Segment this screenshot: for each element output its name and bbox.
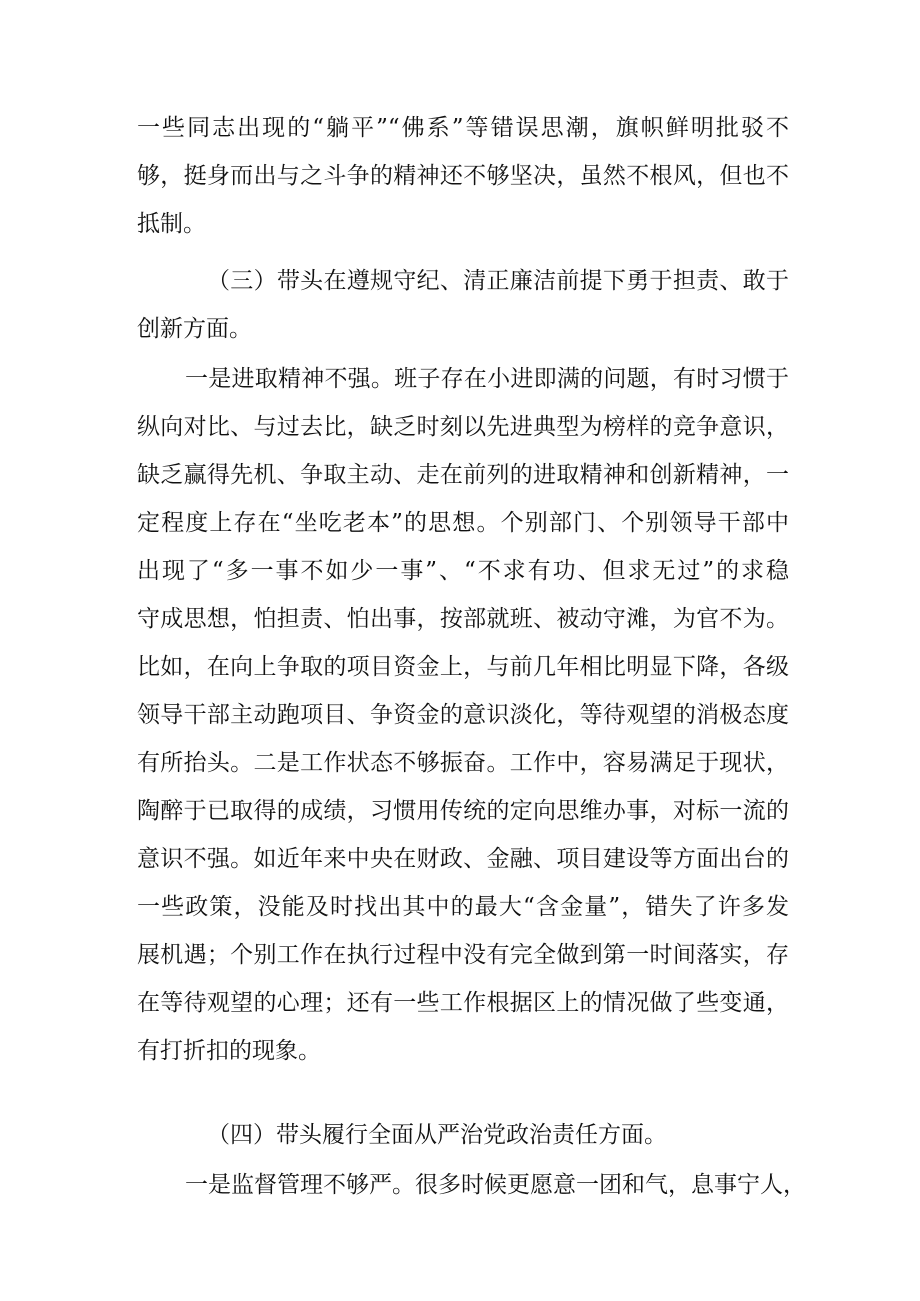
text-line: 守成思想，怕担责、怕出事，按部就班、被动守滩，为官不为。 bbox=[137, 606, 789, 632]
text-line: 一些政策，没能及时找出其中的最大“含金量”，错失了许多发 bbox=[137, 894, 789, 920]
text-line: 抵制。 bbox=[137, 211, 206, 237]
text-line: 领导干部主动跑项目、争资金的意识淡化，等待观望的消极态度 bbox=[137, 702, 789, 728]
text-line: 有打折扣的现象。 bbox=[137, 1038, 321, 1064]
text-line: 一是进取精神不强。班子存在小进即满的问题，有时习惯于 bbox=[185, 366, 789, 392]
text-line: 够，挺身而出与之斗争的精神还不够坚决，虽然不根风，但也不 bbox=[137, 163, 789, 189]
section-heading-4 bbox=[137, 1111, 789, 1159]
section-heading-3 bbox=[137, 257, 789, 353]
paragraph-section-3 bbox=[137, 355, 789, 1075]
text-line: 意识不强。如近年来中央在财政、金融、项目建设等方面出台的 bbox=[137, 846, 789, 872]
heading-line: （四）带头履行全面从严治党政治责任方面。 bbox=[207, 1122, 667, 1148]
text-line: 缺乏赢得先机、争取主动、走在前列的进取精神和创新精神，一 bbox=[137, 462, 789, 488]
text-line: 有所抬头。二是工作状态不够振奋。工作中，容易满足于现状， bbox=[137, 750, 789, 776]
text-line: 陶醉于已取得的成绩，习惯用传统的定向思维办事，对标一流的 bbox=[137, 798, 789, 824]
text-line: 一些同志出现的“躺平”“佛系”等错误思潮，旗帜鲜明批驳不 bbox=[137, 115, 789, 141]
heading-line: 创新方面。 bbox=[137, 316, 252, 342]
text-line: 定程度上存在“坐吃老本”的思想。个别部门、个别领导干部中 bbox=[137, 510, 789, 536]
text-line: 出现了“多一事不如少一事”、“不求有功、但求无过”的求稳 bbox=[137, 558, 789, 584]
heading-line: （三）带头在遵规守纪、清正廉洁前提下勇于担责、敢于 bbox=[207, 268, 789, 294]
text-line: 比如，在向上争取的项目资金上，与前几年相比明显下降，各级 bbox=[137, 654, 789, 680]
text-line: 在等待观望的心理；还有一些工作根据区上的情况做了些变通， bbox=[137, 990, 789, 1016]
text-line: 纵向对比、与过去比，缺乏时刻以先进典型为榜样的竞争意识， bbox=[137, 414, 789, 440]
text-line: 展机遇；个别工作在执行过程中没有完全做到第一时间落实，存 bbox=[137, 942, 789, 968]
paragraph-section-4 bbox=[137, 1161, 806, 1209]
text-line: 一是监督管理不够严。很多时候更愿意一团和气，息事宁人， bbox=[185, 1172, 806, 1198]
paragraph-continuation bbox=[137, 104, 789, 248]
